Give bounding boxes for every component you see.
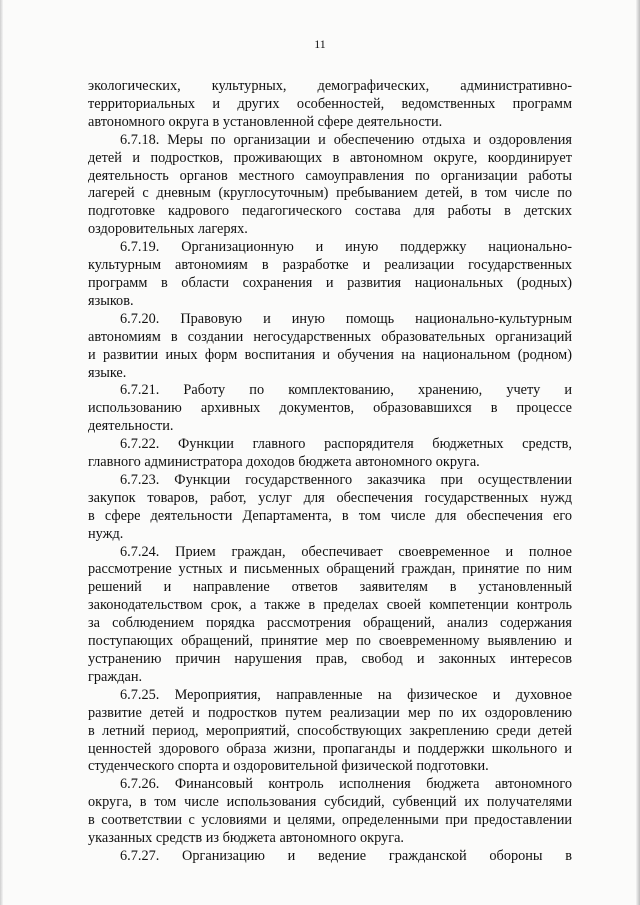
text-line: 6.7.22. Функции главного распорядителя бюджетных средств,	[120, 436, 572, 453]
text-line: округа, в том числе использования субсидий, субвенций их получателями	[88, 794, 572, 811]
text-line: 6.7.20. Правовую и иную помощь национально-культурным	[120, 310, 572, 327]
text-line: экологических, культурных, демографических, административно-	[88, 78, 572, 94]
scan-edge-right	[636, 0, 640, 905]
text-line: граждан.	[88, 668, 143, 685]
text-line: 6.7.26. Финансовый контроль исполнения бюджета автономного	[120, 776, 572, 793]
text-line: языке.	[88, 364, 127, 381]
text-line: решений и направление ответов заявителям в установленный	[88, 579, 572, 596]
text-line: 6.7.23. Функции государственного заказчика при осуществлении	[120, 471, 572, 488]
text-line: детей и подростков, проживающих в автономном округе, координирует	[88, 149, 572, 166]
text-line: 6.7.19. Организационную и иную поддержку национально-	[120, 239, 572, 256]
text-line: лагерей с дневным (круглосуточным) пребыванием детей, в том числе по	[88, 185, 572, 202]
scan-edge-left	[0, 0, 3, 905]
text-line: закупок товаров, работ, услуг для обеспечения государственных нужд	[88, 489, 572, 506]
text-line: 6.7.24. Прием граждан, обеспечивает своевременное и полное	[120, 543, 572, 560]
text-line: 6.7.27. Организацию и ведение гражданской обороны в	[120, 847, 572, 864]
text-line: в соответствии с условиями и целями, определенными при предоставлении	[88, 812, 572, 829]
text-line: указанных средств из бюджета автономного округа.	[88, 830, 404, 847]
text-line: культурным автономиям в разработке и реализации государственных	[88, 257, 572, 274]
text-line: программ в области сохранения и развития национальных (родных)	[88, 274, 572, 291]
text-line: нужд.	[88, 525, 124, 542]
text-line: и развитии иных форм воспитания и обучения на национальном (родном)	[88, 346, 572, 363]
text-line: автономного округа в установленной сфере деятельности.	[88, 113, 443, 130]
text-line: поступающих обращений, принятие мер по своевременному выявлению и	[88, 633, 572, 650]
text-line: студенческого спорта и оздоровительной физической подготовки.	[88, 758, 489, 775]
text-line: в сфере деятельности Департамента, в том числе для обеспечения его	[88, 507, 572, 524]
page-number: 11	[314, 37, 326, 51]
text-line: в летний период, мероприятий, способствующих закреплению среди детей	[88, 722, 572, 739]
text-line: территориальных и других особенностей, ведомственных программ	[88, 95, 572, 112]
document-body	[88, 78, 572, 866]
text-line: автономиям в создании негосударственных образовательных организаций	[88, 328, 572, 345]
text-line: использованию архивных документов, образовавшихся в процессе	[88, 400, 572, 417]
text-line: 6.7.21. Работу по комплектованию, хранению, учету и	[120, 382, 572, 399]
text-line: 6.7.25. Мероприятия, направленные на физическое и духовное	[120, 686, 572, 703]
text-line: рассмотрение устных и письменных обращений граждан, принятие по ним	[88, 561, 572, 578]
text-line: подготовке кадрового педагогического состава для работы в детских	[88, 203, 572, 220]
text-line: деятельности.	[88, 418, 174, 435]
text-line: языков.	[88, 292, 134, 309]
text-line: деятельность органов местного самоуправления по организации работы	[88, 167, 572, 184]
text-line: 6.7.18. Меры по организации и обеспечению отдыха и оздоровления	[120, 131, 572, 148]
text-line: устранению причин нарушения прав, свобод и законных интересов	[88, 651, 572, 667]
text-line: развитие детей и подростков путем реализации мер по их оздоровлению	[88, 704, 572, 721]
text-line: главного администратора доходов бюджета автономного округа.	[88, 454, 480, 471]
text-line: за соблюдением порядка рассмотрения обращений, анализ содержания	[88, 615, 572, 632]
text-line: ценностей здорового образа жизни, пропаганды и поддержки школьного и	[88, 740, 572, 757]
text-line: оздоровительных лагерях.	[88, 221, 248, 238]
text-line: законодательством срок, а также в пределах своей компетенции контроль	[88, 597, 572, 614]
